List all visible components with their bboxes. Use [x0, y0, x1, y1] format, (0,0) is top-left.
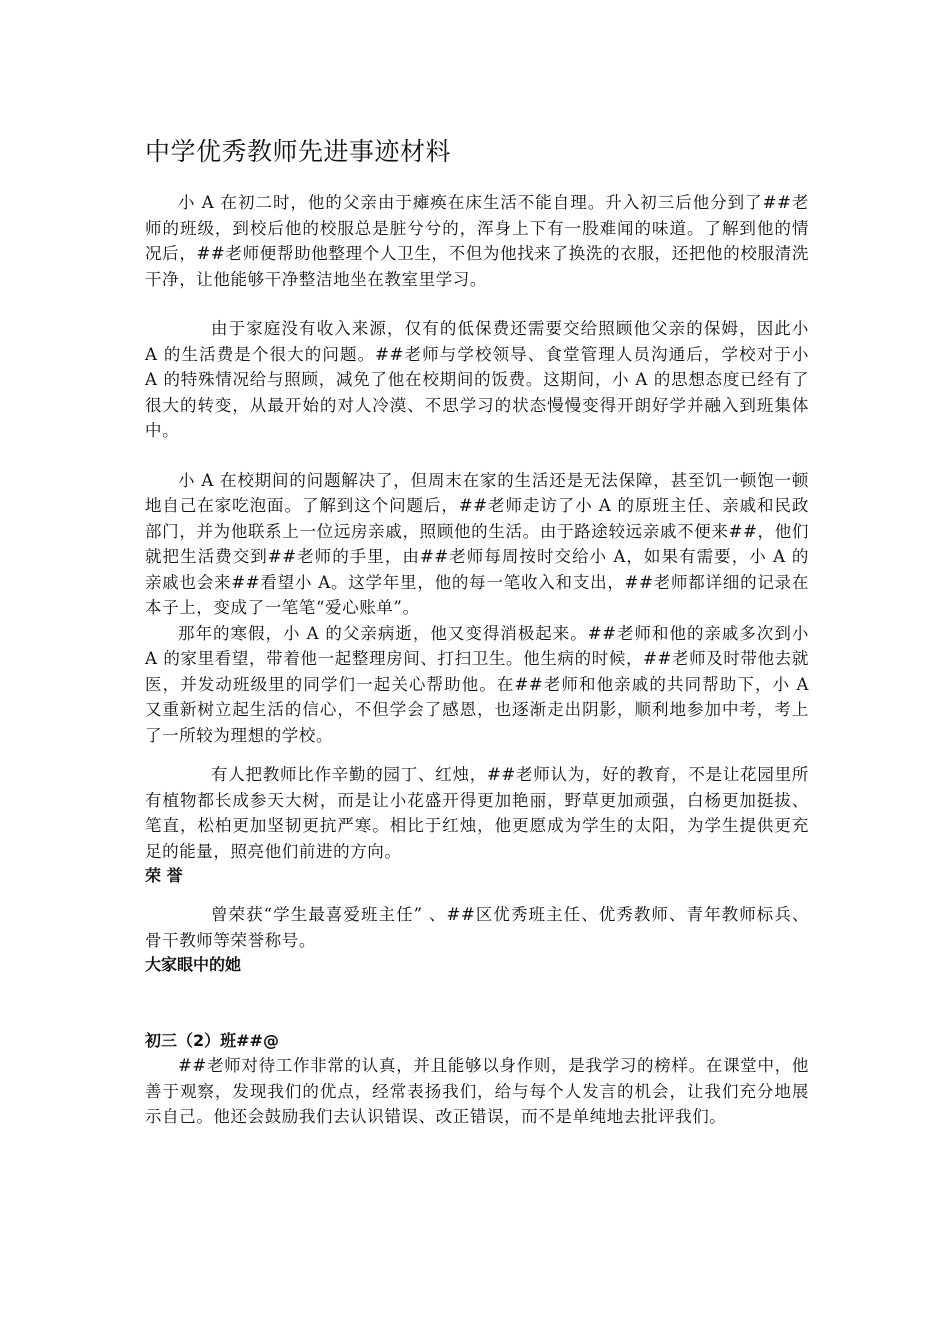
spacer	[145, 888, 809, 902]
eyes-heading: 大家眼中的她	[145, 955, 242, 974]
paragraph-1: 小 A 在初二时，他的父亲由于瘫痪在床生活不能自理。升入初三后他分到了##老师的班级，到校后他的校服总是脏兮兮的，浑身上下有一股难闻的味道。了解到他的情况后，##老师便帮助他整理个人卫生，不但为他找来了换洗的衣服，还把他的校服清洗干净，让他能够干净整洁地坐在教室里学习。	[145, 193, 809, 289]
honor-heading: 荣 誉	[145, 866, 183, 885]
spacer	[145, 444, 809, 468]
paragraph-3: 小 A 在校期间的问题解决了，但周末在家的生活还是无法保障，甚至饥一顿饱一顿地自己在家吃泡面。了解到这个问题后，##老师走访了小 A 的原班主任、亲戚和民政部门，并为他联系上一位远房亲戚，照顾他的生活。由于路途较远亲戚不便来##，他们就把生活费交到##老师的手里，由##老师每周按时交给小 A，如果有需要，小 A 的亲戚也会来##看望小 A。这学年里，他的每一笔收入和支出，##老师都详细的记录在本子上，变成了一笔笔“爱心账单”。	[145, 470, 809, 617]
paragraph-2: 由于家庭没有收入来源，仅有的低保费还需要交给照顾他父亲的保姆，因此小 A 的生活费是个很大的问题。##老师与学校领导、食堂管理人员沟通后，学校对于小 A 的特殊情况给与照顾，减免了他在校期间的饭费。这期间，小 A 的思想态度已经有了很大的转变，从最开始的对人冷漠、不思学习的状态慢慢变得开朗好学并融入到班集体中。	[145, 319, 809, 440]
class-heading: 初三（2）班##@	[145, 1031, 279, 1050]
paragraph-4: 那年的寒假，小 A 的父亲病逝，他又变得消极起来。##老师和他的亲戚多次到小 A 的家里看望，带着他一起整理房间、打扫卫生。他生病的时候，##老师及时带他去就医，并发动班级里的同学们一起关心帮助他。在##老师和他亲戚的共同帮助下，小 A 又重新树立起生活的信心，不但学会了感恩，也逐渐走出阴影，顺利地参加中考，考上了一所较为理想的学校。	[145, 623, 809, 745]
spacer	[145, 977, 809, 1029]
spacer	[145, 748, 809, 762]
class-text: ##老师对待工作非常的认真，并且能够以身作则，是我学习的榜样。在课堂中，他善于观察，发现我们的优点，经常表扬我们，给与每个人发言的机会，让我们充分地展示自己。他还会鼓励我们去认识错误、改正错误，而不是单纯地去批评我们。	[145, 1056, 809, 1126]
paragraph-5: 有人把教师比作辛勤的园丁、红烛，##老师认为，好的教育，不是让花园里所有植物都长成参天大树，而是让小花盛开得更加艳丽，野草更加顽强，白杨更加挺拔、笔直，松柏更加坚韧更抗严寒。相比于红烛，他更愿成为学生的太阳，为学生提供更充足的能量，照亮他们前进的方向。	[145, 765, 809, 861]
spacer	[145, 292, 809, 316]
honor-text: 曾荣获“学生最喜爱班主任” 、##区优秀班主任、优秀教师、青年教师标兵、骨干教师等荣誉称号。	[145, 905, 809, 950]
document-title: 中学优秀教师先进事迹材料	[145, 137, 452, 166]
document-page	[145, 132, 809, 1130]
